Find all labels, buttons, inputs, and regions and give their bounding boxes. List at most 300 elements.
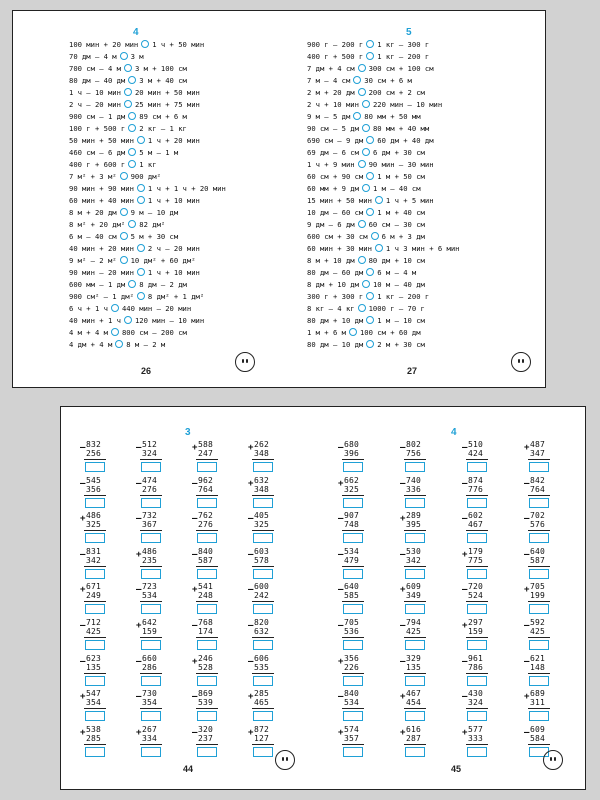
comparison-circle-input[interactable] [362, 100, 370, 108]
result-line [84, 495, 106, 496]
comparison-circle-input[interactable] [362, 184, 370, 192]
result-line [342, 744, 364, 745]
column-arithmetic-problem [339, 476, 365, 510]
comparison-circle-input[interactable] [137, 292, 145, 300]
operation-sign: – [248, 656, 254, 667]
right-expression: 900 дм² [130, 172, 161, 181]
first-number: 577 [468, 724, 484, 734]
answer-box[interactable] [529, 533, 549, 543]
comparison-circle-input[interactable] [349, 328, 357, 336]
answer-box[interactable] [405, 462, 425, 472]
column-arithmetic-problem [525, 476, 551, 510]
column-arithmetic-problem [401, 654, 427, 688]
right-expression: 3 м [130, 52, 144, 61]
comparison-circle-input[interactable] [366, 292, 374, 300]
result-line [404, 637, 426, 638]
first-number: 592 [530, 618, 546, 627]
operation-sign: – [80, 549, 86, 560]
left-expression: 90 мин – 20 мин [69, 268, 134, 277]
left-expression: 90 мин + 90 мин [69, 184, 134, 193]
result-line [84, 459, 106, 460]
answer-box[interactable] [405, 498, 425, 508]
operation-sign: – [462, 443, 468, 453]
answer-box[interactable] [467, 676, 487, 686]
second-number: 356 [86, 484, 102, 494]
operation-sign: – [136, 443, 142, 453]
answer-box[interactable] [141, 711, 161, 721]
second-number: 748 [344, 520, 360, 530]
answer-box[interactable] [467, 569, 487, 579]
answer-box[interactable] [197, 498, 217, 508]
right-expression: 440 мин – 20 мин [121, 304, 192, 313]
column-arithmetic-problem [193, 582, 219, 616]
comparison-circle-input[interactable] [124, 64, 132, 72]
left-expression: 1 ч – 10 мин [69, 88, 121, 97]
answer-box[interactable] [405, 569, 425, 579]
comparison-circle-input[interactable] [358, 160, 366, 168]
first-number: 616 [406, 724, 422, 734]
operation-sign: + [400, 727, 406, 738]
comparison-circle-input[interactable] [141, 40, 149, 48]
comparison-circle-input[interactable] [124, 88, 132, 96]
comparison-circle-input[interactable] [366, 340, 374, 348]
answer-box[interactable] [529, 498, 549, 508]
result-line [342, 601, 364, 602]
first-number: 545 [86, 475, 102, 485]
comparison-row [307, 243, 460, 255]
comparison-row [307, 111, 421, 123]
comparison-row [69, 243, 200, 255]
answer-box[interactable] [253, 533, 273, 543]
column-arithmetic-problem [137, 511, 163, 545]
result-line [528, 708, 550, 709]
answer-box[interactable] [343, 640, 363, 650]
column-arithmetic-problem [463, 725, 489, 759]
right-expression: 100 см + 60 дм [359, 328, 421, 337]
answer-box[interactable] [529, 569, 549, 579]
comparison-circle-input[interactable] [137, 244, 145, 252]
left-expression: 60 мин + 30 мин [307, 244, 372, 253]
comparison-circle-input[interactable] [366, 208, 374, 216]
operation-sign: + [80, 727, 86, 738]
first-number: 702 [530, 511, 546, 521]
left-expression: 2 ч – 20 мин [69, 100, 121, 109]
left-expression: 8 м² + 20 дм² [69, 220, 126, 229]
answer-box[interactable] [197, 569, 217, 579]
result-line [196, 566, 218, 567]
left-expression: 80 дм – 10 дм [307, 340, 364, 349]
column-arithmetic-problem [249, 689, 275, 723]
result-line [528, 530, 550, 531]
operation-sign: – [462, 514, 468, 525]
left-expression: 900 см – 1 дм [69, 112, 126, 121]
operation-sign: + [524, 585, 530, 596]
first-number: 487 [530, 440, 546, 449]
column-arithmetic-problem [249, 725, 275, 759]
second-number: 357 [344, 733, 360, 743]
page-26 [13, 11, 279, 387]
second-number: 776 [468, 484, 484, 494]
comparison-circle-input[interactable] [366, 316, 374, 324]
answer-box[interactable] [343, 711, 363, 721]
right-expression: 8 м – 2 м [126, 340, 166, 349]
left-expression: 1 м + 6 м [307, 328, 346, 337]
result-line [466, 708, 488, 709]
answer-box[interactable] [253, 462, 273, 472]
answer-box[interactable] [343, 676, 363, 686]
comparison-row [69, 63, 187, 75]
operation-sign: + [400, 585, 406, 596]
answer-box[interactable] [197, 676, 217, 686]
operation-sign: – [462, 585, 468, 596]
result-line [196, 495, 218, 496]
right-expression: 6 м – 4 м [377, 268, 417, 277]
comparison-circle-input[interactable] [137, 196, 145, 204]
comparison-circle-input[interactable] [120, 256, 128, 264]
operation-sign: + [192, 585, 198, 596]
first-number: 538 [86, 724, 102, 734]
answer-box[interactable] [343, 604, 363, 614]
comparison-circle-input[interactable] [371, 232, 379, 240]
comparison-circle-input[interactable] [111, 328, 119, 336]
left-expression: 9 дм – 6 дм [307, 220, 355, 229]
second-number: 354 [86, 698, 102, 708]
comparison-circle-input[interactable] [375, 196, 383, 204]
first-number: 832 [86, 440, 102, 449]
first-number: 632 [254, 475, 270, 485]
second-number: 256 [86, 449, 102, 458]
comparison-circle-input[interactable] [137, 184, 145, 192]
answer-box[interactable] [405, 747, 425, 757]
first-number: 297 [468, 618, 484, 627]
comparison-row [307, 279, 425, 291]
right-expression: 5 м + 30 см [130, 232, 179, 241]
answer-box[interactable] [141, 604, 161, 614]
answer-box[interactable] [253, 711, 273, 721]
answer-box[interactable] [405, 533, 425, 543]
right-expression: 1 ч + 20 мин [147, 136, 200, 145]
answer-box[interactable] [253, 569, 273, 579]
comparison-row [307, 159, 434, 171]
comparison-row [69, 339, 165, 351]
comparison-circle-input[interactable] [120, 208, 128, 216]
operation-sign: + [338, 478, 344, 489]
second-number: 786 [468, 662, 484, 672]
comparison-circle-input[interactable] [128, 148, 136, 156]
comparison-circle-input[interactable] [362, 280, 370, 288]
column-arithmetic-problem [463, 476, 489, 510]
first-number: 794 [406, 618, 422, 627]
result-line [466, 495, 488, 496]
comparison-row [69, 231, 178, 243]
second-number: 756 [406, 449, 422, 458]
right-expression: 80 мм + 40 мм [372, 124, 430, 133]
smiley-icon [543, 750, 563, 770]
answer-box[interactable] [197, 462, 217, 472]
left-expression: 6 ч + 1 ч [69, 304, 108, 313]
second-number: 285 [86, 733, 102, 743]
answer-box[interactable] [467, 747, 487, 757]
answer-box[interactable] [467, 498, 487, 508]
comparison-circle-input[interactable] [366, 172, 374, 180]
comparison-row [69, 123, 187, 135]
second-number: 334 [142, 733, 158, 743]
first-number: 869 [198, 689, 214, 699]
first-number: 588 [198, 440, 214, 449]
comparison-row [307, 147, 425, 159]
comparison-circle-input[interactable] [128, 280, 136, 288]
second-number: 247 [198, 449, 214, 458]
first-number: 609 [406, 582, 422, 592]
comparison-circle-input[interactable] [358, 220, 366, 228]
comparison-circle-input[interactable] [128, 220, 136, 228]
second-number: 325 [344, 484, 360, 494]
operation-sign: – [524, 656, 530, 667]
answer-box[interactable] [529, 604, 549, 614]
answer-box[interactable] [405, 640, 425, 650]
smiley-icon [275, 750, 295, 770]
comparison-circle-input[interactable] [120, 232, 128, 240]
first-number: 732 [142, 511, 158, 521]
first-number: 547 [86, 689, 102, 699]
comparison-circle-input[interactable] [358, 304, 366, 312]
answer-box[interactable] [467, 533, 487, 543]
left-expression: 9 м – 5 дм [307, 112, 351, 121]
operation-sign: – [136, 692, 142, 703]
left-expression: 80 дм – 40 дм [69, 76, 126, 85]
answer-box[interactable] [253, 604, 273, 614]
left-expression: 460 см – 6 дм [69, 148, 126, 157]
comparison-row [307, 39, 429, 51]
comparison-circle-input[interactable] [358, 88, 366, 96]
answer-box[interactable] [141, 569, 161, 579]
answer-box[interactable] [141, 676, 161, 686]
answer-box[interactable] [467, 604, 487, 614]
comparison-circle-input[interactable] [128, 160, 136, 168]
column-arithmetic-problem [81, 547, 107, 581]
right-expression: 120 мин – 10 мин [134, 316, 205, 325]
operation-sign: – [400, 443, 406, 453]
answer-box[interactable] [343, 462, 363, 472]
second-number: 764 [198, 484, 214, 494]
result-line [140, 495, 162, 496]
left-expression: 400 г + 500 г [307, 52, 364, 61]
comparison-circle-input[interactable] [366, 136, 374, 144]
answer-box[interactable] [253, 676, 273, 686]
operation-sign: – [524, 727, 530, 738]
answer-box[interactable] [529, 640, 549, 650]
first-number: 623 [86, 653, 102, 663]
comparison-circle-input[interactable] [120, 172, 128, 180]
comparison-row [69, 219, 165, 231]
second-number: 311 [530, 698, 546, 708]
comparison-row [69, 315, 204, 327]
answer-box[interactable] [85, 604, 105, 614]
column-arithmetic-problem [193, 440, 219, 474]
first-number: 802 [406, 440, 422, 449]
answer-box[interactable] [253, 747, 273, 757]
answer-box[interactable] [529, 711, 549, 721]
operation-sign: – [524, 549, 530, 560]
comparison-circle-input[interactable] [375, 244, 383, 252]
comparison-circle-input[interactable] [115, 340, 123, 348]
second-number: 148 [530, 662, 546, 672]
answer-box[interactable] [197, 640, 217, 650]
column-arithmetic-problem [463, 654, 489, 688]
column-arithmetic-problem [193, 476, 219, 510]
second-number: 333 [468, 733, 484, 743]
page-27 [279, 11, 545, 387]
operation-sign: + [524, 443, 530, 453]
answer-box[interactable] [85, 747, 105, 757]
result-line [252, 708, 274, 709]
operation-sign: + [136, 727, 142, 738]
second-number: 576 [530, 520, 546, 530]
result-line [342, 673, 364, 674]
first-number: 329 [406, 653, 422, 663]
answer-box[interactable] [405, 604, 425, 614]
left-expression: 60 мин + 40 мин [69, 196, 134, 205]
right-expression: 2 кг – 1 кг [139, 124, 187, 133]
answer-box[interactable] [343, 533, 363, 543]
operation-sign: – [136, 585, 142, 596]
comparison-row [307, 303, 425, 315]
answer-box[interactable] [141, 462, 161, 472]
comparison-circle-input[interactable] [362, 148, 370, 156]
left-expression: 7 дм + 4 см [307, 64, 355, 73]
answer-box[interactable] [467, 711, 487, 721]
comparison-circle-input[interactable] [366, 52, 374, 60]
operation-sign: – [338, 443, 344, 453]
result-line [404, 566, 426, 567]
answer-box[interactable] [529, 676, 549, 686]
answer-box[interactable] [197, 747, 217, 757]
answer-box[interactable] [343, 569, 363, 579]
comparison-circle-input[interactable] [358, 256, 366, 264]
column-arithmetic-problem [193, 618, 219, 652]
operation-sign: + [400, 514, 406, 525]
column-arithmetic-problem [249, 582, 275, 616]
comparison-row [307, 195, 434, 207]
answer-box[interactable] [197, 533, 217, 543]
column-arithmetic-problem [525, 547, 551, 581]
answer-box[interactable] [141, 640, 161, 650]
comparison-circle-input[interactable] [128, 112, 136, 120]
answer-box[interactable] [343, 498, 363, 508]
right-expression: 220 мин – 10 мин [372, 100, 443, 109]
result-line [404, 708, 426, 709]
comparison-circle-input[interactable] [362, 124, 370, 132]
comparison-circle-input[interactable] [111, 304, 119, 312]
operation-sign: – [400, 549, 406, 560]
right-expression: 2 ч – 20 мин [147, 244, 200, 253]
answer-box[interactable] [197, 604, 217, 614]
comparison-circle-input[interactable] [353, 112, 361, 120]
result-line [466, 673, 488, 674]
first-number: 486 [142, 546, 158, 556]
left-expression: 70 дм – 4 м [69, 52, 117, 61]
right-expression: 80 дм + 10 см [368, 256, 425, 265]
operation-sign: – [248, 585, 254, 596]
answer-box[interactable] [467, 640, 487, 650]
result-line [404, 744, 426, 745]
comparison-circle-input[interactable] [120, 52, 128, 60]
comparison-row [307, 339, 425, 351]
first-number: 474 [142, 475, 158, 485]
left-expression: 9 м² – 2 м² [69, 256, 117, 265]
comparison-circle-input[interactable] [366, 40, 374, 48]
left-expression: 2 м + 20 дм [307, 88, 355, 97]
smiley-icon [511, 352, 531, 372]
comparison-circle-input[interactable] [366, 268, 374, 276]
comparison-circle-input[interactable] [353, 76, 361, 84]
comparison-circle-input[interactable] [137, 136, 145, 144]
operation-sign: – [462, 478, 468, 489]
operation-sign: – [462, 692, 468, 703]
answer-box[interactable] [141, 533, 161, 543]
answer-box[interactable] [85, 640, 105, 650]
answer-box[interactable] [141, 498, 161, 508]
answer-box[interactable] [253, 498, 273, 508]
first-number: 621 [530, 653, 546, 663]
left-expression: 4 м + 4 м [69, 328, 108, 337]
answer-box[interactable] [467, 462, 487, 472]
result-line [84, 673, 106, 674]
second-number: 348 [254, 484, 270, 494]
answer-box[interactable] [85, 462, 105, 472]
answer-box[interactable] [343, 747, 363, 757]
operation-sign: + [462, 621, 468, 631]
second-number: 764 [530, 484, 546, 494]
operation-sign: – [248, 621, 254, 631]
comparison-row [69, 39, 204, 51]
answer-box[interactable] [405, 676, 425, 686]
answer-box[interactable] [141, 747, 161, 757]
left-expression: 700 см – 4 м [69, 64, 121, 73]
comparison-row [69, 147, 178, 159]
right-expression: 8 дм – 2 дм [139, 280, 187, 289]
comparison-circle-input[interactable] [124, 316, 132, 324]
first-number: 723 [142, 582, 158, 592]
answer-box[interactable] [197, 711, 217, 721]
comparison-row [307, 63, 434, 75]
comparison-circle-input[interactable] [128, 76, 136, 84]
first-number: 730 [142, 689, 158, 699]
answer-box[interactable] [253, 640, 273, 650]
second-number: 342 [86, 555, 102, 565]
comparison-circle-input[interactable] [358, 64, 366, 72]
answer-box[interactable] [85, 533, 105, 543]
page-45 [323, 407, 585, 789]
result-line [404, 495, 426, 496]
answer-box[interactable] [85, 569, 105, 579]
result-line [342, 637, 364, 638]
answer-box[interactable] [85, 498, 105, 508]
answer-box[interactable] [85, 711, 105, 721]
answer-box[interactable] [405, 711, 425, 721]
answer-box[interactable] [85, 676, 105, 686]
comparison-circle-input[interactable] [137, 268, 145, 276]
comparison-circle-input[interactable] [128, 124, 136, 132]
comparison-circle-input[interactable] [124, 100, 132, 108]
column-arithmetic-problem [525, 511, 551, 545]
column-arithmetic-problem [193, 689, 219, 723]
comparison-row [69, 111, 187, 123]
result-line [342, 459, 364, 460]
answer-box[interactable] [529, 462, 549, 472]
right-expression: 6 дм + 30 см [372, 148, 425, 157]
column-arithmetic-problem [249, 511, 275, 545]
